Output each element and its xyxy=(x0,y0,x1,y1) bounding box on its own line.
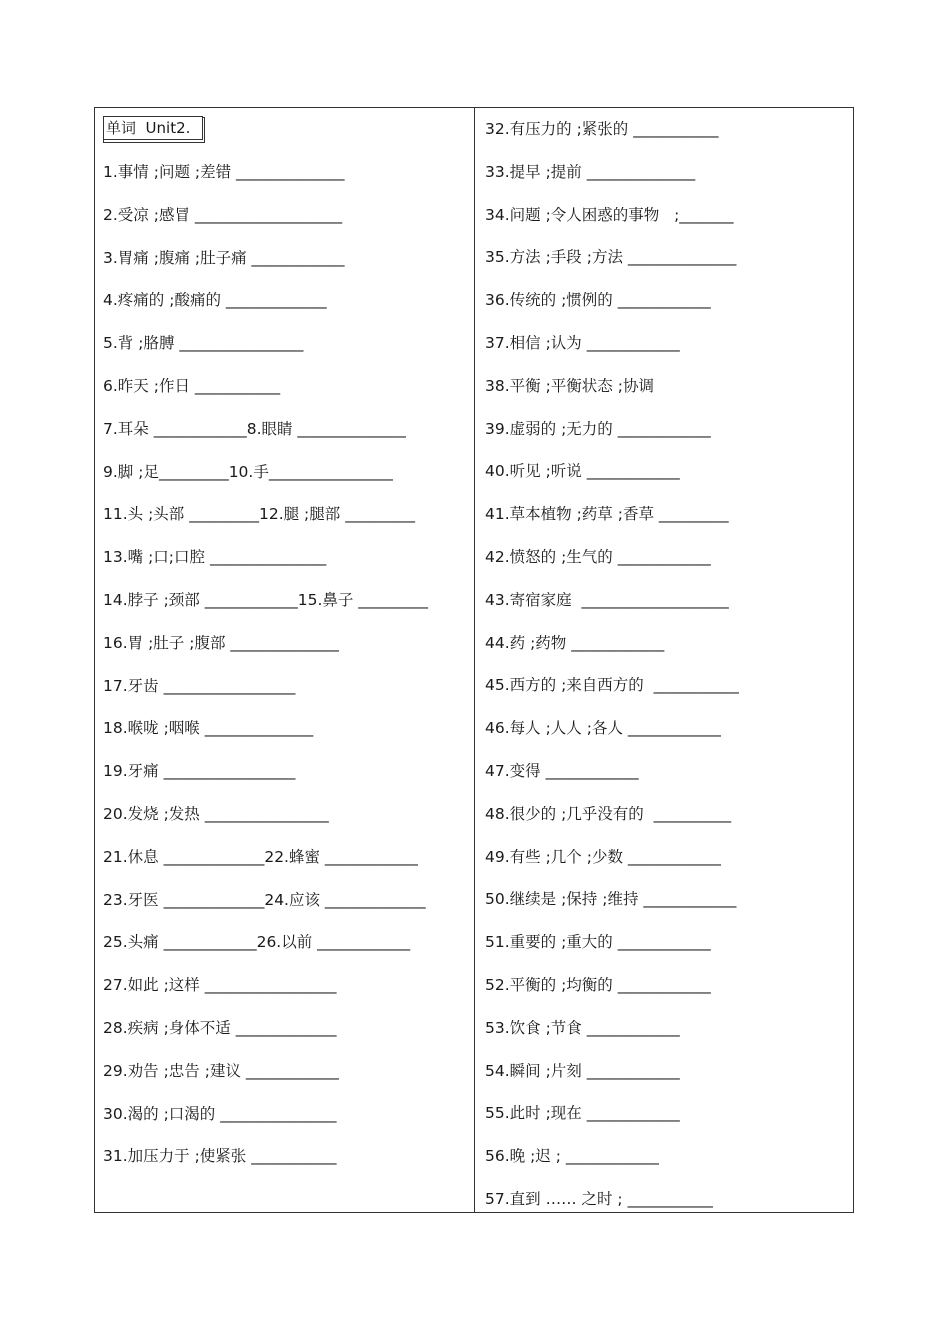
vocab-item: 18.喉咙 ;咽喉 ______________ xyxy=(103,719,314,738)
vocab-item: 19.牙痛 _________________ xyxy=(103,762,296,781)
vocab-item: 55.此时 ;现在 ____________ xyxy=(485,1104,680,1123)
vocab-item: 7.耳朵 ____________8.眼睛 ______________ xyxy=(103,419,406,438)
vocabulary-worksheet xyxy=(94,107,854,1213)
vocab-item: 17.牙齿 _________________ xyxy=(103,676,296,695)
vocab-item: 51.重要的 ;重大的 ____________ xyxy=(485,933,711,952)
vocab-item: 38.平衡 ;平衡状态 ;协调 xyxy=(485,376,654,395)
vocab-item: 37.相信 ;认为 ____________ xyxy=(485,334,680,352)
column-divider xyxy=(474,108,475,1212)
vocab-item: 30.渴的 ;口渴的 _______________ xyxy=(103,1104,337,1123)
vocab-item: 35.方法 ;手段 ;方法 ______________ xyxy=(485,248,737,267)
vocab-item: 27.如此 ;这样 _________________ xyxy=(103,976,337,995)
vocab-item: 5.背 ;胳膊 ________________ xyxy=(103,334,304,353)
vocab-item: 46.每人 ;人人 ;各人 ____________ xyxy=(485,719,721,738)
vocab-item: 2.受凉 ;感冒 ___________________ xyxy=(103,205,343,224)
vocab-item: 57.直到 …… 之时 ; ___________ xyxy=(485,1190,713,1208)
vocab-item: 3.胃痛 ;腹痛 ;肚子痛 ____________ xyxy=(103,248,345,267)
vocab-item: 45.西方的 ;来自西方的 ___________ xyxy=(485,676,739,695)
vocab-item: 31.加压力于 ;使紧张 ___________ xyxy=(103,1147,337,1166)
vocab-item: 52.平衡的 ;均衡的 ____________ xyxy=(485,976,711,994)
vocab-item: 28.疾病 ;身体不适 _____________ xyxy=(103,1019,337,1037)
vocab-item: 42.愤怒的 ;生气的 ____________ xyxy=(485,548,711,566)
vocab-item: 56.晚 ;迟 ; ____________ xyxy=(485,1147,659,1166)
vocab-item: 29.劝告 ;忠告 ;建议 ____________ xyxy=(103,1061,339,1080)
vocab-item: 11.头 ;头部 _________12.腿 ;腿部 _________ xyxy=(103,505,415,524)
vocab-item: 41.草本植物 ;药草 ;香草 _________ xyxy=(485,505,729,524)
vocab-item: 40.听见 ;听说 ____________ xyxy=(485,462,680,481)
vocab-item: 39.虚弱的 ;无力的 ____________ xyxy=(485,419,711,438)
vocab-item: 53.饮食 ;节食 ____________ xyxy=(485,1018,680,1037)
vocab-item: 6.昨天 ;作日 ___________ xyxy=(103,377,281,395)
vocab-item: 21.休息 _____________22.蜂蜜 ____________ xyxy=(103,847,418,866)
vocab-item: 50.继续是 ;保持 ;维持 ____________ xyxy=(485,890,737,909)
vocab-item: 25.头痛 ____________26.以前 ____________ xyxy=(103,933,411,952)
vocab-item: 1.事情 ;问题 ;差错 ______________ xyxy=(103,163,345,181)
vocab-item: 36.传统的 ;惯例的 ____________ xyxy=(485,291,711,310)
vocab-item: 32.有压力的 ;紧张的 ___________ xyxy=(485,120,719,138)
vocab-item: 48.很少的 ;几乎没有的 __________ xyxy=(485,804,732,823)
vocab-item: 9.脚 ;足_________10.手________________ xyxy=(103,462,393,481)
vocab-item: 20.发烧 ;发热 ________________ xyxy=(103,805,329,823)
vocab-item: 14.脖子 ;颈部 ____________15.鼻子 _________ xyxy=(103,591,429,609)
vocab-item: 49.有些 ;几个 ;少数 ____________ xyxy=(485,847,721,866)
vocab-item: 47.变得 ____________ xyxy=(485,762,639,780)
vocab-item: 44.药 ;药物 ____________ xyxy=(485,633,665,652)
vocab-item: 43.寄宿家庭 ___________________ xyxy=(485,590,729,609)
vocab-item: 34.问题 ;令人困惑的事物 ;_______ xyxy=(485,205,734,224)
unit-title: 单词 Unit2. xyxy=(103,116,203,140)
vocab-item: 16.胃 ;肚子 ;腹部 ______________ xyxy=(103,633,339,652)
vocab-item: 23.牙医 _____________24.应该 _____________ xyxy=(103,890,426,909)
vocab-item: 13.嘴 ;口;口腔 _______________ xyxy=(103,548,327,567)
vocab-item: 4.疼痛的 ;酸痛的 _____________ xyxy=(103,291,327,310)
vocab-item: 33.提早 ;提前 ______________ xyxy=(485,162,696,181)
vocab-item: 54.瞬间 ;片刻 ____________ xyxy=(485,1061,680,1080)
